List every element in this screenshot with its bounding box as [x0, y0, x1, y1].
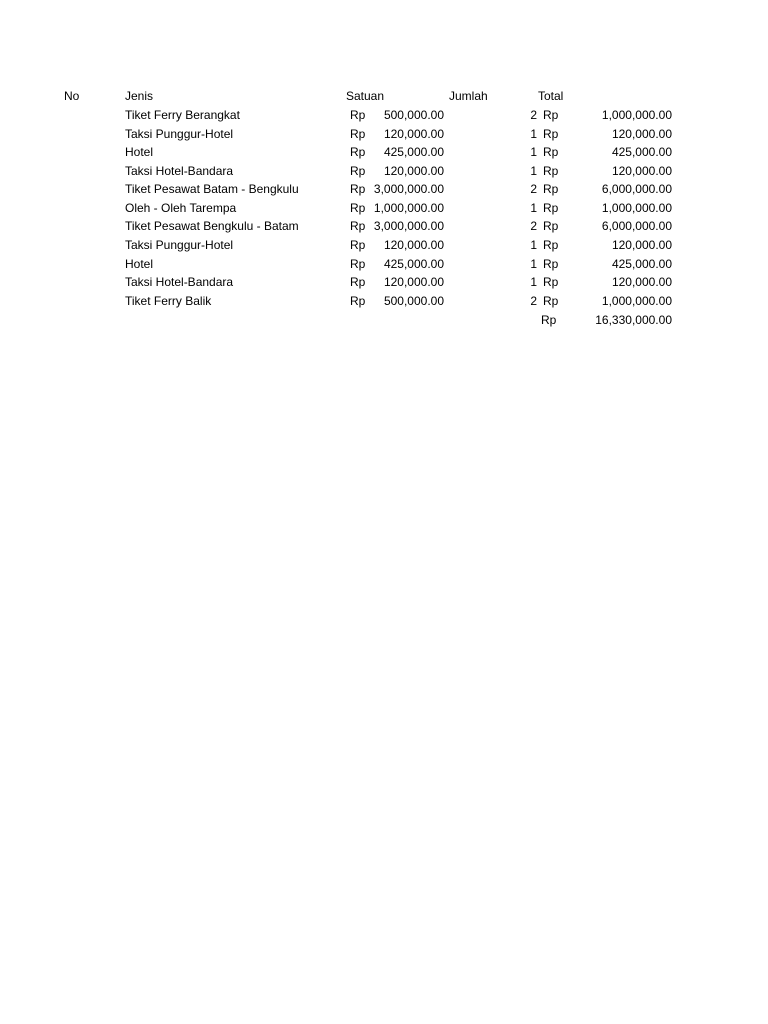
row-jenis: Oleh - Oleh Tarempa	[125, 201, 237, 215]
row-total-currency: Rp	[543, 145, 559, 159]
row-total-currency: Rp	[543, 257, 559, 271]
row-satuan-value: 425,000.00	[383, 257, 444, 271]
row-jenis: Tiket Pesawat Batam - Bengkulu	[125, 182, 299, 196]
row-total-value: 120,000.00	[611, 164, 672, 178]
row-satuan-currency: Rp	[350, 275, 366, 289]
table-row	[0, 143, 768, 161]
header-jumlah: Jumlah	[449, 89, 488, 103]
row-total-value: 425,000.00	[611, 145, 672, 159]
row-total-value: 120,000.00	[611, 127, 672, 141]
row-jumlah-value: 1	[530, 257, 537, 271]
grand-total-row	[0, 311, 768, 329]
row-satuan-currency: Rp	[350, 201, 366, 215]
row-satuan-value: 120,000.00	[383, 164, 444, 178]
row-jumlah-value: 2	[530, 294, 537, 308]
row-jumlah-value: 1	[530, 145, 537, 159]
grand-total-value: 16,330,000.00	[595, 313, 672, 327]
row-total-currency: Rp	[543, 275, 559, 289]
row-jumlah-value: 1	[530, 201, 537, 215]
row-satuan-value: 3,000,000.00	[373, 219, 444, 233]
row-satuan-value: 120,000.00	[383, 275, 444, 289]
row-satuan-currency: Rp	[350, 108, 366, 122]
row-total-currency: Rp	[543, 294, 559, 308]
table-row	[0, 106, 768, 124]
row-total-value: 120,000.00	[611, 238, 672, 252]
row-satuan-currency: Rp	[350, 164, 366, 178]
row-satuan-value: 500,000.00	[383, 294, 444, 308]
header-jenis: Jenis	[125, 89, 154, 103]
row-jumlah-value: 1	[530, 127, 537, 141]
row-jumlah-value: 2	[530, 219, 537, 233]
row-jenis: Tiket Ferry Balik	[125, 294, 212, 308]
table-row	[0, 217, 768, 235]
row-satuan-value: 500,000.00	[383, 108, 444, 122]
row-satuan-currency: Rp	[350, 145, 366, 159]
row-satuan-currency: Rp	[350, 257, 366, 271]
row-satuan-currency: Rp	[350, 182, 366, 196]
table-row	[0, 199, 768, 217]
row-total-currency: Rp	[543, 164, 559, 178]
row-satuan-value: 1,000,000.00	[373, 201, 444, 215]
row-total-value: 1,000,000.00	[601, 294, 672, 308]
row-jumlah-value: 1	[530, 164, 537, 178]
row-jumlah-value: 2	[530, 108, 537, 122]
row-satuan-currency: Rp	[350, 294, 366, 308]
table-row	[0, 180, 768, 198]
table-row	[0, 255, 768, 273]
header-row	[0, 87, 768, 105]
row-satuan-currency: Rp	[350, 127, 366, 141]
row-satuan-currency: Rp	[350, 238, 366, 252]
row-satuan-value: 120,000.00	[383, 127, 444, 141]
row-jenis: Taksi Punggur-Hotel	[125, 127, 234, 141]
header-total: Total	[538, 89, 564, 103]
header-no: No	[64, 89, 80, 103]
grand-total-currency: Rp	[541, 313, 557, 327]
row-total-currency: Rp	[543, 108, 559, 122]
row-total-value: 120,000.00	[611, 275, 672, 289]
row-jumlah-value: 1	[530, 275, 537, 289]
row-jenis: Hotel	[125, 257, 154, 271]
row-jenis: Taksi Punggur-Hotel	[125, 238, 234, 252]
row-jumlah-value: 2	[530, 182, 537, 196]
row-total-currency: Rp	[543, 182, 559, 196]
row-total-value: 6,000,000.00	[601, 182, 672, 196]
row-jenis: Taksi Hotel-Bandara	[125, 275, 234, 289]
row-total-currency: Rp	[543, 201, 559, 215]
row-satuan-value: 3,000,000.00	[373, 182, 444, 196]
table-row	[0, 162, 768, 180]
row-satuan-value: 120,000.00	[383, 238, 444, 252]
row-total-value: 425,000.00	[611, 257, 672, 271]
row-total-value: 1,000,000.00	[601, 108, 672, 122]
header-satuan: Satuan	[346, 89, 385, 103]
row-jumlah-value: 1	[530, 238, 537, 252]
row-satuan-currency: Rp	[350, 219, 366, 233]
table-row	[0, 292, 768, 310]
row-total-currency: Rp	[543, 219, 559, 233]
row-total-currency: Rp	[543, 127, 559, 141]
row-total-value: 1,000,000.00	[601, 201, 672, 215]
row-total-value: 6,000,000.00	[601, 219, 672, 233]
table-row	[0, 125, 768, 143]
table-row	[0, 236, 768, 254]
row-total-currency: Rp	[543, 238, 559, 252]
table-row	[0, 273, 768, 291]
row-jenis: Tiket Ferry Berangkat	[125, 108, 240, 122]
row-jenis: Hotel	[125, 145, 154, 159]
row-jenis: Taksi Hotel-Bandara	[125, 164, 234, 178]
row-jenis: Tiket Pesawat Bengkulu - Batam	[125, 219, 299, 233]
row-satuan-value: 425,000.00	[383, 145, 444, 159]
